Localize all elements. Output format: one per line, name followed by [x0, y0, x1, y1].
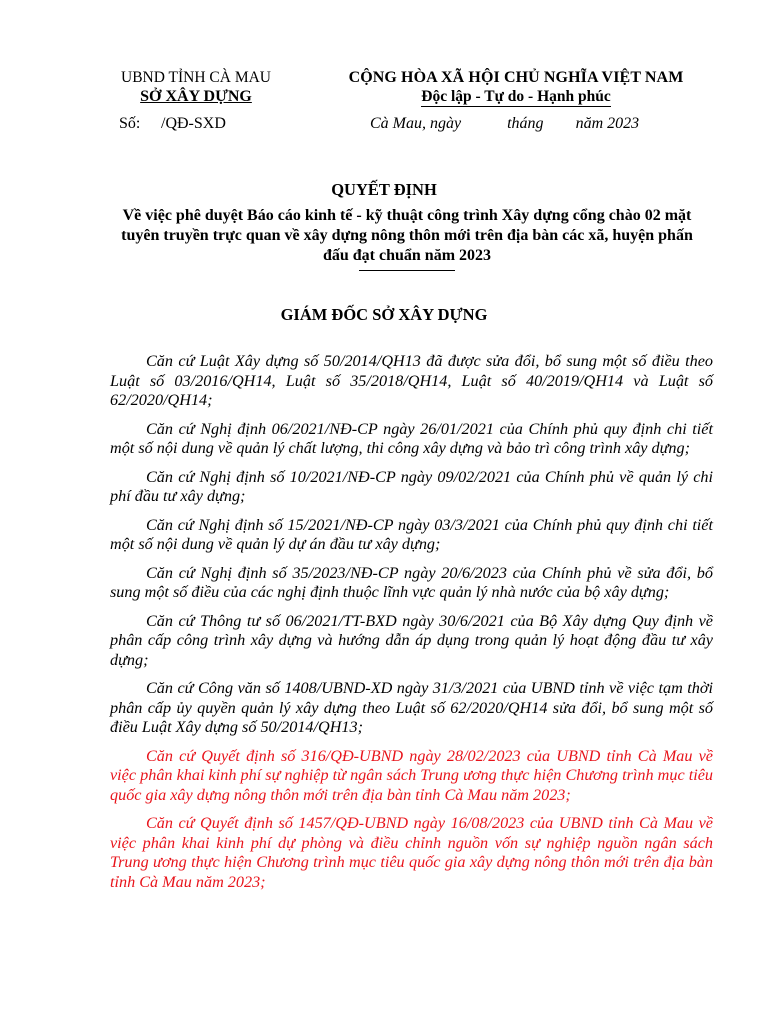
preamble-paragraph: Căn cứ Nghị định số 10/2021/NĐ-CP ngày 09/02/2021 của Chính phủ về quản lý chi phí đầu tư xây dựng; [110, 467, 713, 505]
issuer-title: GIÁM ĐỐC SỞ XÂY DỰNG [280, 305, 488, 324]
document-type-title: QUYẾT ĐỊNH [331, 180, 437, 199]
preamble-paragraph: Căn cứ Nghị định 06/2021/NĐ-CP ngày 26/01/2021 của Chính phủ quy định chi tiết một số nội dung về quản lý chất lượng, thi công xây dựng và bảo trì công trình xây dựng; [110, 419, 713, 457]
date-month: tháng [507, 115, 544, 132]
document-number-code: /QĐ-SXD [161, 115, 226, 132]
preamble-paragraph: Căn cứ Công văn số 1408/UBND-XD ngày 31/3/2021 của UBND tỉnh về việc tạm thời phân cấp ủy quyền quản lý xây dựng theo Luật số 62/2020/QH14 sửa đổi, bổ sung một số điều Luật Xây dựng số 50/2014/QH13; [110, 679, 713, 736]
nation-title: CỘNG HÒA XÃ HỘI CHỦ NGHĨA VIỆT NAM [348, 69, 684, 86]
national-motto-text: Độc lập - Tự do - Hạnh phúc [421, 88, 611, 105]
place-date [370, 115, 639, 133]
department-name [96, 87, 296, 107]
preamble-paragraph-highlighted: Căn cứ Quyết định số 1457/QĐ-UBND ngày 16/08/2023 của UBND tỉnh Cà Mau về việc phân khai kinh phí dự phòng và điều chỉnh nguồn vốn sự nghiệp nguồn ngân sách Trung ương thực hiện Chương trình mục tiêu quốc gia xây dựng nông thôn mới trên địa bàn tỉnh Cà Mau năm 2023; [110, 814, 713, 891]
agency-name: UBND TỈNH CÀ MAU [121, 69, 271, 86]
national-header-block [318, 68, 714, 107]
subject-divider [359, 270, 455, 271]
date-place: Cà Mau, ngày [370, 115, 462, 132]
preamble-list [110, 352, 713, 901]
preamble-paragraph-highlighted: Căn cứ Quyết định số 316/QĐ-UBND ngày 28/02/2023 của UBND tỉnh Cà Mau về việc phân khai kinh phí sự nghiệp từ ngân sách Trung ương thực hiện Chương trình mục tiêu quốc gia xây dựng nông thôn mới trên địa bàn tỉnh Cà Mau năm 2023; [110, 746, 713, 804]
document-number-label: Số: [119, 115, 141, 132]
national-motto [318, 87, 714, 107]
date-year: năm 2023 [575, 115, 640, 132]
preamble-paragraph: Căn cứ Nghị định số 35/2023/NĐ-CP ngày 20/6/2023 của Chính phủ về sửa đổi, bổ sung một số điều của các nghị định thuộc lĩnh vực quản lý nhà nước của bộ xây dựng; [110, 563, 713, 601]
document-number [119, 115, 226, 133]
issuing-agency-block [96, 68, 296, 107]
preamble-paragraph: Căn cứ Thông tư số 06/2021/TT-BXD ngày 30/6/2021 của Bộ Xây dựng Quy định về phân cấp công trình xây dựng và hướng dẫn áp dụng trong quản lý hoạt động đầu tư xây dựng; [110, 611, 713, 669]
preamble-paragraph: Căn cứ Nghị định số 15/2021/NĐ-CP ngày 03/3/2021 của Chính phủ quy định chi tiết một số nội dung về quản lý dự án đầu tư xây dựng; [110, 515, 713, 553]
department-name-text: SỞ XÂY DỰNG [140, 88, 252, 105]
document-subject: Về việc phê duyệt Báo cáo kinh tế - kỹ thuật công trình Xây dựng cổng chào 02 mặt tuyên truyền trực quan về xây dựng nông thôn mới trên địa bàn các xã, huyện phấn đấu đạt chuẩn năm 2023 [121, 207, 693, 264]
preamble-paragraph: Căn cứ Luật Xây dựng số 50/2014/QH13 đã được sửa đổi, bổ sung một số điều theo Luật số 03/2016/QH14, Luật số 35/2018/QH14, Luật số 40/2019/QH14 và Luật số 62/2020/QH14; [110, 352, 713, 409]
